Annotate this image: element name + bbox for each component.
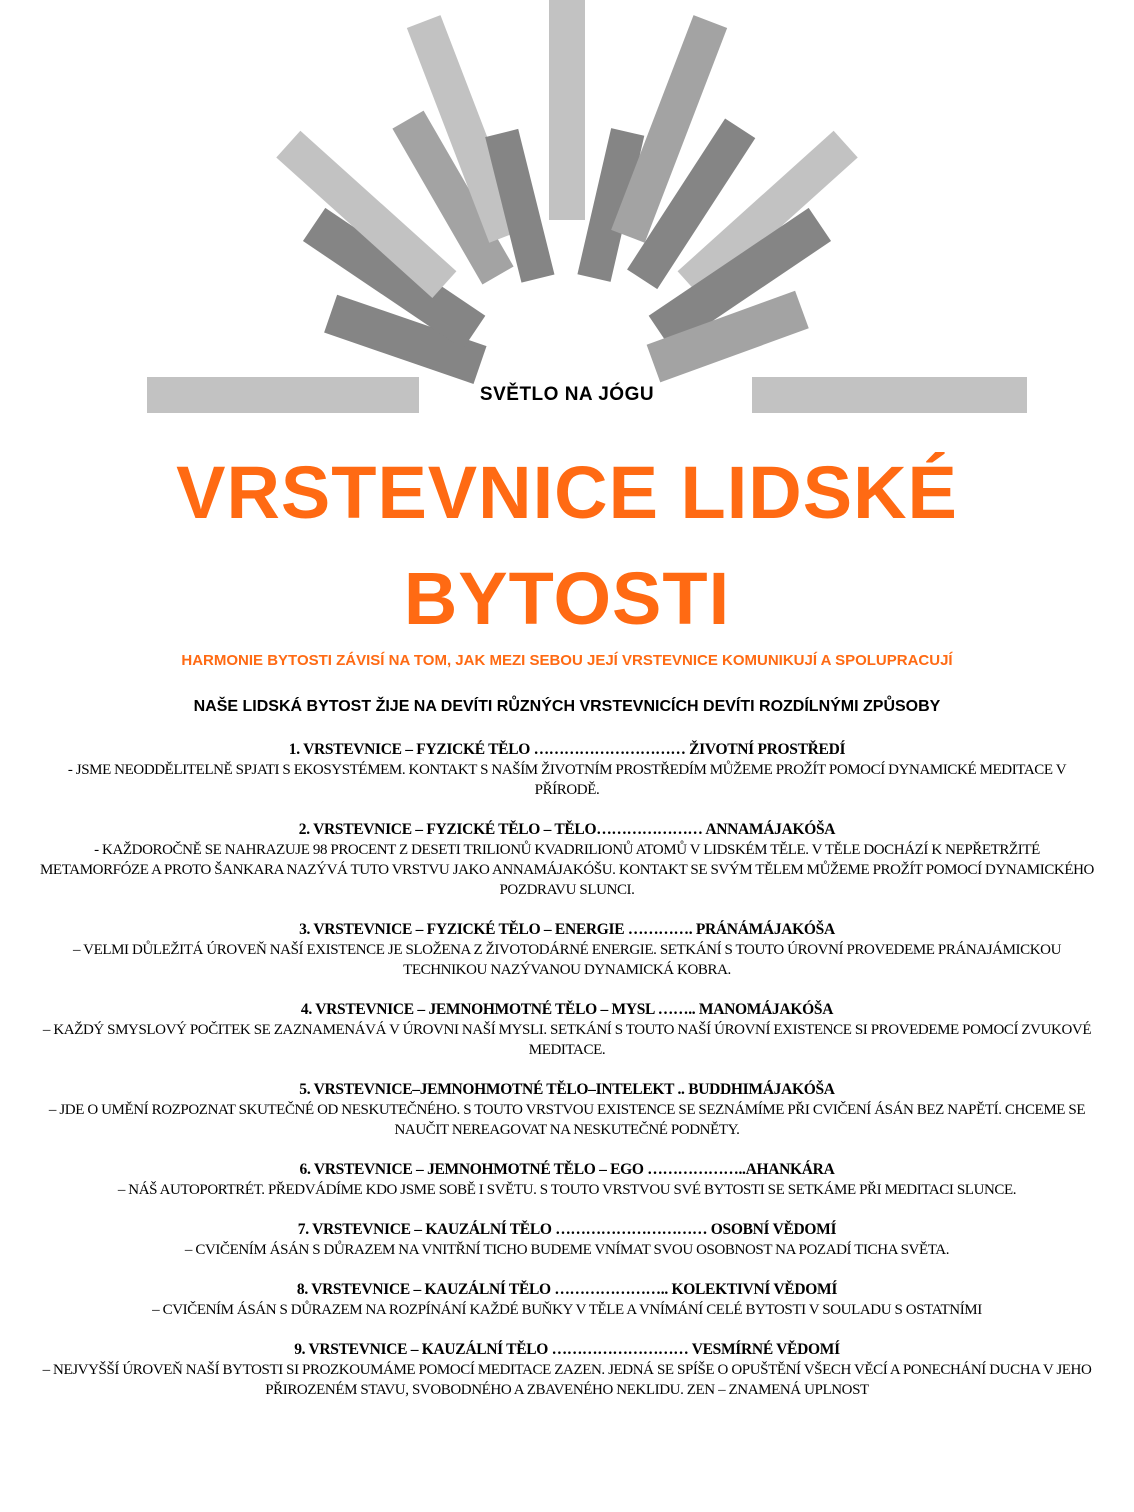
page-subtitle: HARMONIE BYTOSTI ZÁVISÍ NA TOM, JAK MEZI SEBOU JEJÍ VRSTEVNICE KOMUNIKUJÍ A SPOLUPRACUJÍ	[181, 652, 953, 669]
layer-item	[40, 1280, 1094, 1320]
layer-heading: 6. VRSTEVNICE – JEMNOHMOTNÉ TĚLO – EGO ………………..AHANKÁRA	[299, 1161, 835, 1178]
layer-item	[40, 820, 1094, 900]
page-title-line-2: BYTOSTI	[403, 557, 731, 640]
layer-description: – NÁŠ AUTOPORTRÉT. PŘEDVÁDÍME KDO JSME SOBĚ I SVĚTU. S TOUTO VRSTVOU SVÉ BYTOSTI SE SETKÁME PŘI MEDITACI SLUNCE.	[117, 1182, 1017, 1198]
layer-heading: 7. VRSTEVNICE – KAUZÁLNÍ TĚLO ………………………… OSOBNÍ VĚDOMÍ	[297, 1221, 837, 1238]
layer-heading: 1. VRSTEVNICE – FYZICKÉ TĚLO ………………………… ŽIVOTNÍ PROSTŘEDÍ	[288, 741, 846, 758]
layer-heading: 8. VRSTEVNICE – KAUZÁLNÍ TĚLO ………………….. KOLEKTIVNÍ VĚDOMÍ	[296, 1281, 838, 1298]
brand-logo-text: SVĚTLO NA JÓGU	[479, 384, 655, 405]
layers-list	[40, 740, 1094, 1420]
layer-heading: 4. VRSTEVNICE – JEMNOHMOTNÉ TĚLO – MYSL …….. MANOMÁJAKÓŠA	[300, 1001, 834, 1018]
layer-item	[40, 1080, 1094, 1140]
layer-description: – JDE O UMĚNÍ ROZPOZNAT SKUTEČNÉ OD NESKUTEČNÉHO. S TOUTO VRSTVOU EXISTENCE SE SEZNÁMÍME PŘI CVIČENÍ ÁSÁN BEZ NAPĚTÍ. CHCEME SE NAUČIT NEREAGOVAT NA NESKUTEČNÉ PODNĚTY.	[48, 1102, 1086, 1138]
sun-rays-logo	[0, 0, 1134, 420]
layer-description: – KAŽDÝ SMYSLOVÝ POČITEK SE ZAZNAMENÁVÁ V ÚROVNI NAŠÍ MYSLI. SETKÁNÍ S TOUTO NAŠÍ ÚROVNÍ EXISTENCE SI PROVEDEME POMOCÍ ZVUKOVÉ MEDITACE.	[42, 1022, 1092, 1058]
layer-description: – NEJVYŠŠÍ ÚROVEŇ NAŠÍ BYTOSTI SI PROZKOUMÁME POMOCÍ MEDITACE ZAZEN. JEDNÁ SE SPÍŠE O OPUŠTĚNÍ VŠECH VĚCÍ A PONECHÁNÍ DUCHA V JEHO PŘIROZENÉM STAVU, SVOBODNÉHO A ZBAVENÉHO NEKLIDU. ZEN – ZNAMENÁ UPLNOST	[42, 1362, 1092, 1398]
layer-item	[40, 740, 1094, 800]
page-title-line-1: VRSTEVNICE LIDSKÉ	[176, 451, 958, 534]
layer-item	[40, 1340, 1094, 1400]
sun-ray-shape	[549, 0, 585, 220]
intro-heading: NAŠE LIDSKÁ BYTOST ŽIJE NA DEVÍTI RŮZNÝCH VRSTEVNICÍCH DEVÍTI ROZDÍLNÝMI ZPŮSOBY	[193, 698, 941, 715]
layer-description: – CVIČENÍM ÁSÁN S DŮRAZEM NA VNITŘNÍ TICHO BUDEME VNÍMAT SVOU OSOBNOST NA POZADÍ TICHA SVĚTA.	[184, 1242, 950, 1258]
layer-heading: 9. VRSTEVNICE – KAUZÁLNÍ TĚLO ……………………… VESMÍRNÉ VĚDOMÍ	[294, 1341, 840, 1358]
layer-description: – CVIČENÍM ÁSÁN S DŮRAZEM NA ROZPÍNÁNÍ KAŽDÉ BUŇKY V TĚLE A VNÍMÁNÍ CELÉ BYTOSTI V SOULADU S OSTATNÍMI	[152, 1302, 982, 1318]
layer-item	[40, 1160, 1094, 1200]
layer-heading: 5. VRSTEVNICE–JEMNOHMOTNÉ TĚLO–INTELEKT .. BUDDHIMÁJAKÓŠA	[299, 1081, 835, 1098]
layer-item	[40, 1220, 1094, 1260]
layer-heading: 3. VRSTEVNICE – FYZICKÉ TĚLO – ENERGIE …………. PRÁNÁMÁJAKÓŠA	[299, 921, 835, 938]
layer-description: – VELMI DŮLEŽITÁ ÚROVEŇ NAŠÍ EXISTENCE JE SLOŽENA Z ŽIVOTODÁRNÉ ENERGIE. SETKÁNÍ S TOUTO ÚROVNÍ PROVEDEME PRÁNAJÁMICKOU TECHNIKOU NAZÝVANOU DYNAMICKÁ KOBRA.	[72, 942, 1062, 978]
layer-description: - JSME NEODDĚLITELNĚ SPJATI S EKOSYSTÉMEM. KONTAKT S NAŠÍM ŽIVOTNÍM PROSTŘEDÍM MŮŽEME PROŽÍT POMOCÍ DYNAMICKÉ MEDITACE V PŘÍRODĚ.	[67, 762, 1067, 798]
layer-description: - KAŽDOROČNĚ SE NAHRAZUJE 98 PROCENT Z DESETI TRILIONŮ KVADRILIONŮ ATOMŮ V LIDSKÉM TĚLE. V TĚLE DOCHÁZÍ K NEPŘETRŽITÉ METAMORFÓZE A PROTO ŠANKARA NAZÝVÁ TUTO VRSTVU JAKO ANNAMÁJAKÓŠU. KONTAKT SE SVÝM TĚLEM MŮŽEME PROŽÍT POMOCÍ DYNAMICKÉHO POZDRAVU SLUNCI.	[40, 842, 1094, 898]
layer-item	[40, 920, 1094, 980]
layer-heading: 2. VRSTEVNICE – FYZICKÉ TĚLO – TĚLO………………… ANNAMÁJAKÓŠA	[298, 821, 836, 838]
layer-item	[40, 1000, 1094, 1060]
